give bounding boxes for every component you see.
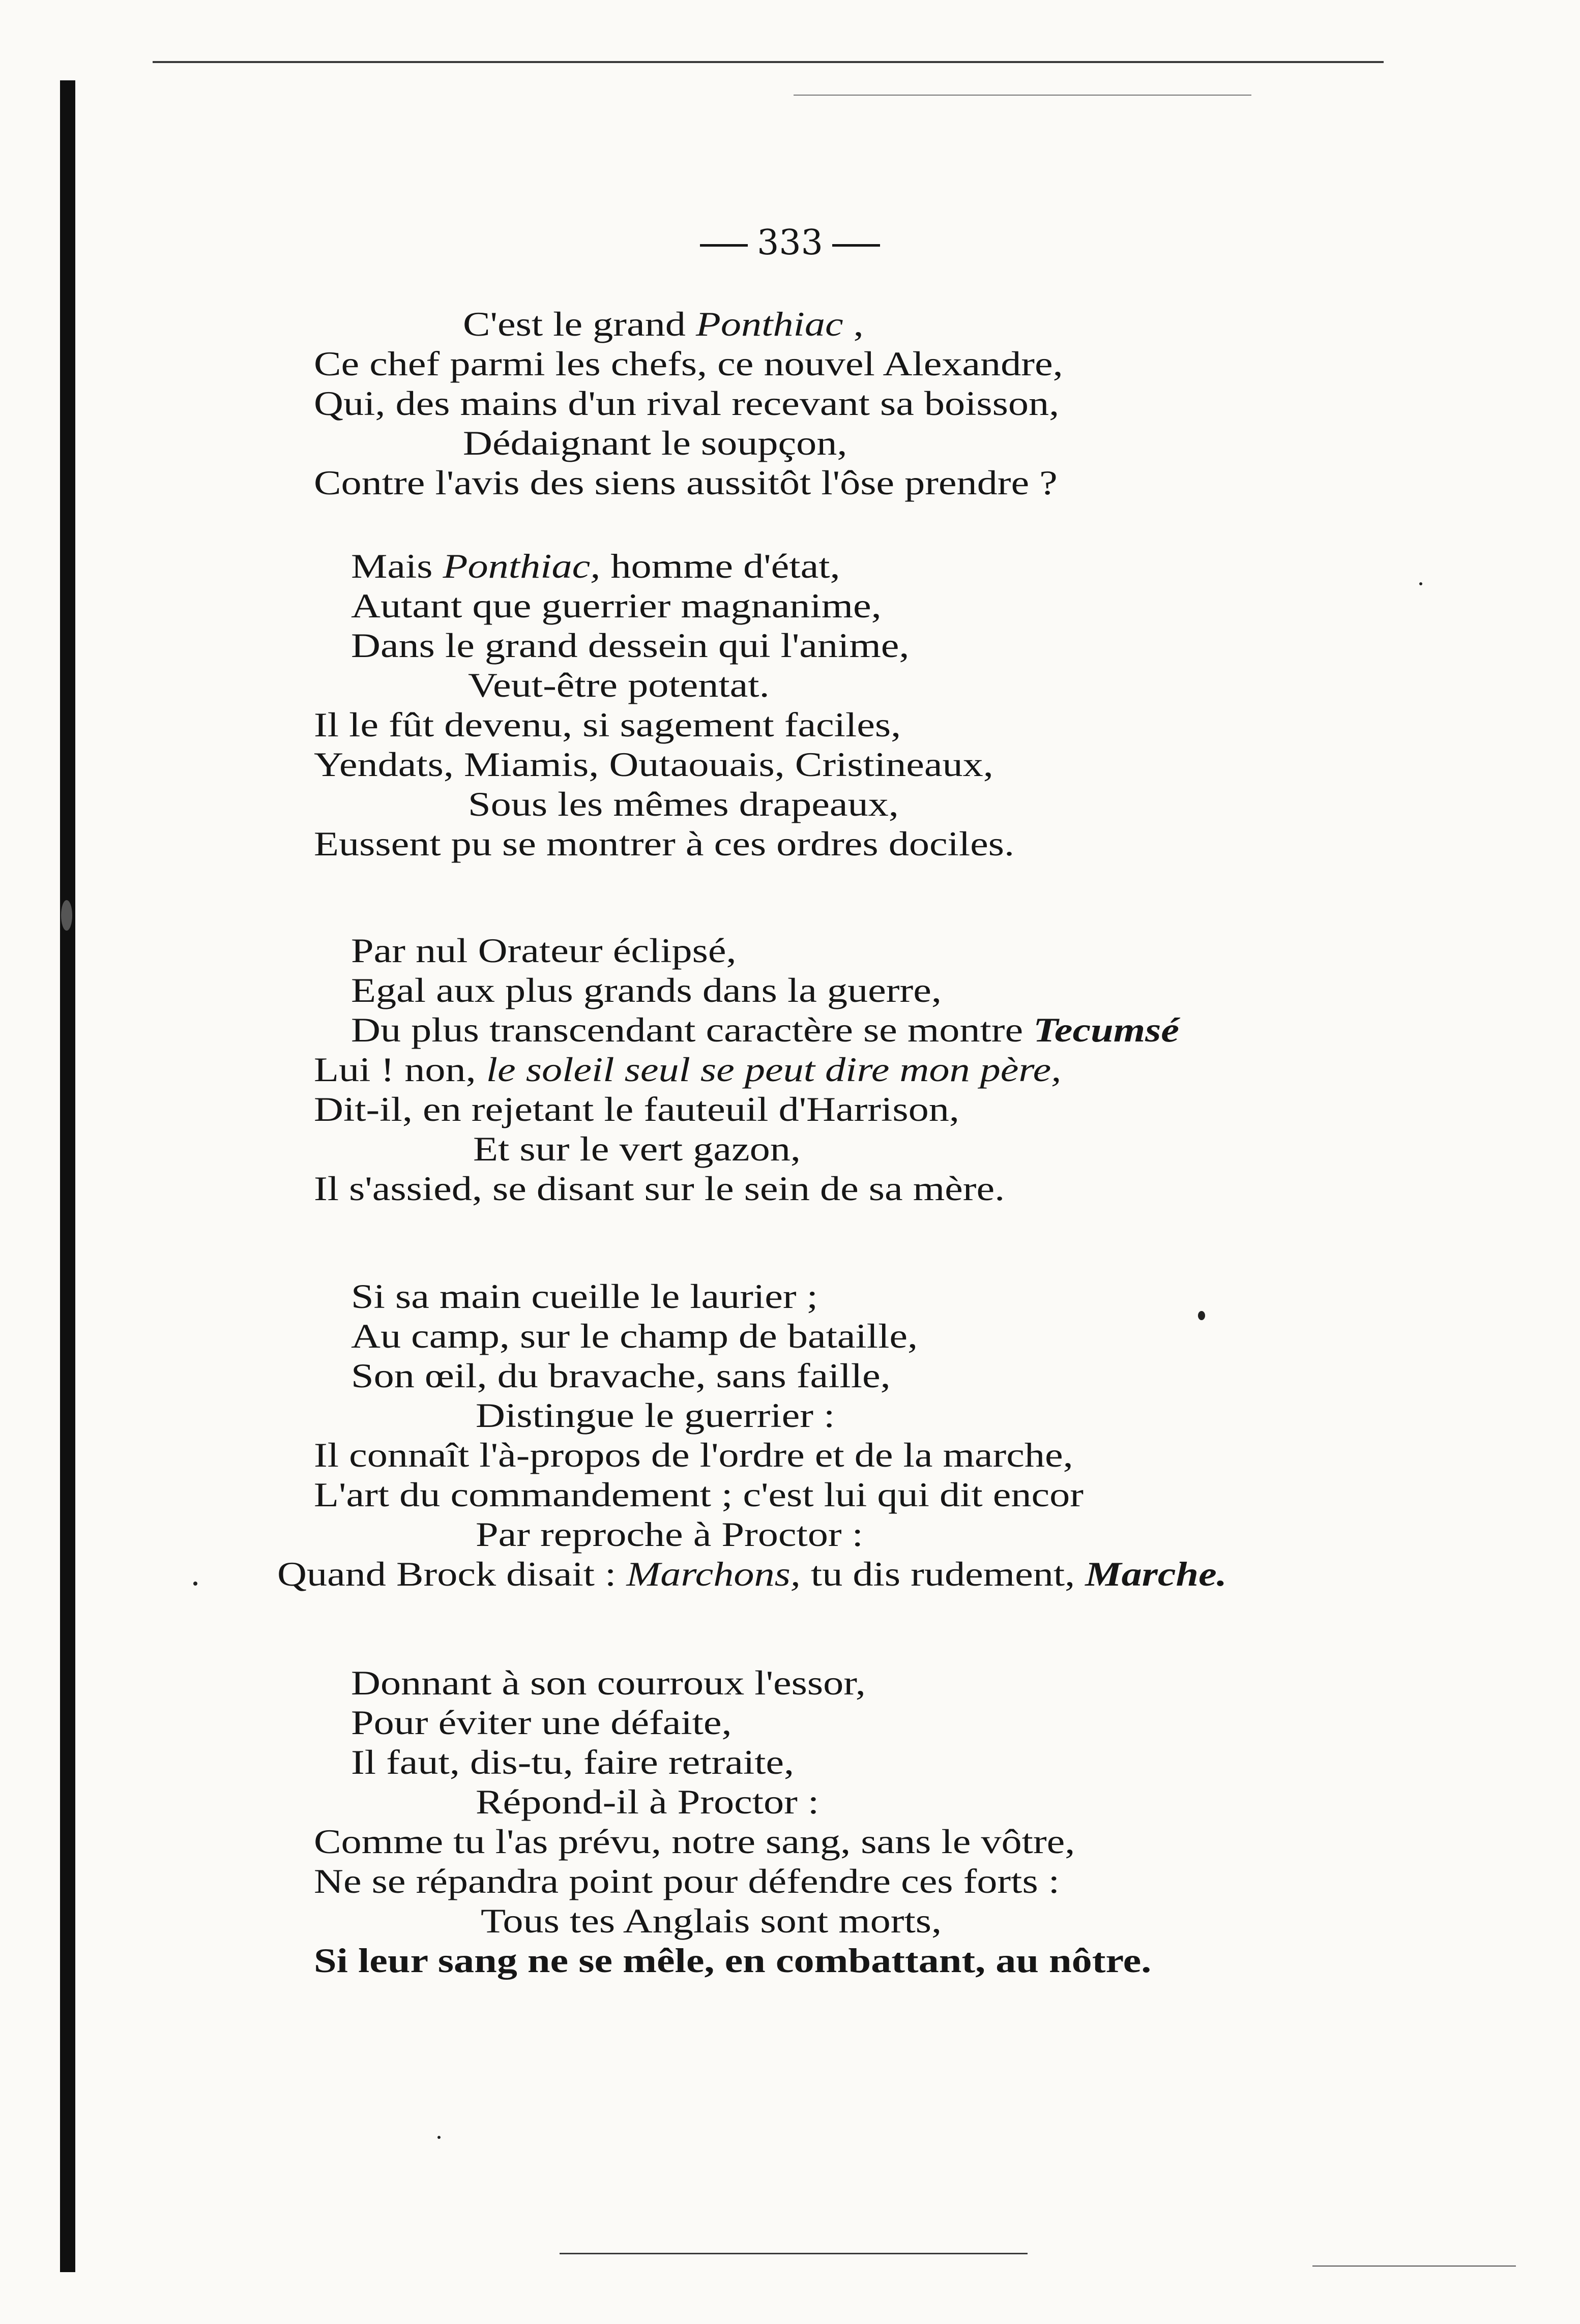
verse-line xyxy=(351,1742,794,1782)
verse-line xyxy=(476,1395,835,1435)
verse-line xyxy=(314,1475,1084,1514)
verse-italic-quote: le soleil seul se peut dire mon père, xyxy=(486,1050,1062,1089)
verse-italic-name: Tecumsé xyxy=(1033,1010,1179,1049)
verse-italic-name: Ponthiac, xyxy=(443,547,601,585)
verse-text: Et sur le vert gazon, xyxy=(473,1129,801,1168)
verse-text: Il le fût devenu, si sagement faciles, xyxy=(314,705,901,744)
verse-line xyxy=(351,970,942,1010)
verse-line xyxy=(314,383,1059,423)
verse-text: Donnant à son courroux l'essor, xyxy=(351,1663,866,1702)
bottom-scan-rule-secondary xyxy=(1312,2266,1516,2267)
verse-text: Ne se répandra point pour défendre ces forts : xyxy=(314,1862,1060,1900)
verse-line xyxy=(314,705,901,744)
verse-text: Distingue le guerrier : xyxy=(476,1396,835,1435)
verse-text: Pour éviter une défaite, xyxy=(351,1703,732,1742)
verse-line xyxy=(476,1514,863,1554)
page-number xyxy=(0,223,1580,263)
verse-text: Dédaignant le soupçon, xyxy=(463,424,847,462)
verse-text: Par nul Orateur éclipsé, xyxy=(351,931,737,970)
verse-text: Il connaît l'à-propos de l'ordre et de la marche, xyxy=(314,1436,1073,1474)
verse-line xyxy=(277,1554,1227,1594)
verse-line xyxy=(468,665,770,705)
verse-line xyxy=(351,546,840,586)
verse-text: Veut-être potentat. xyxy=(468,666,770,704)
verse-line xyxy=(314,744,993,784)
verse-line xyxy=(463,304,864,344)
verse-text: Son œil, du bravache, sans faille, xyxy=(351,1356,891,1395)
ink-speck xyxy=(1419,582,1422,585)
verse-line xyxy=(351,586,882,625)
top-scan-rule-secondary xyxy=(794,95,1251,96)
binding-edge xyxy=(60,80,75,2272)
verse-text: Dans le grand dessein qui l'anime, xyxy=(351,626,910,665)
verse-line xyxy=(351,1356,891,1395)
ink-speck xyxy=(61,900,72,931)
verse-text: Sous les mêmes drapeaux, xyxy=(468,785,899,823)
verse-text: Il s'assied, se disant sur le sein de sa mère. xyxy=(314,1169,1005,1208)
verse-line xyxy=(314,1941,1151,1980)
verse-text: , xyxy=(843,305,864,343)
verse-text: Qui, des mains d'un rival recevant sa boisson, xyxy=(314,384,1060,423)
verse-line xyxy=(314,824,1014,863)
verse-text: Mais xyxy=(351,547,443,585)
verse-line xyxy=(314,1435,1073,1475)
verse-italic-name: Ponthiac xyxy=(695,305,843,343)
ink-speck xyxy=(437,2136,441,2139)
page-number-dash-right xyxy=(832,244,880,247)
verse-line xyxy=(314,344,1063,383)
verse-text: L'art du commandement ; c'est lui qui dit encor xyxy=(314,1475,1084,1514)
verse-line xyxy=(314,1169,1005,1208)
verse-text: Lui ! non, xyxy=(314,1050,486,1089)
verse-line xyxy=(351,1010,1179,1050)
verse-text: Tous tes Anglais sont morts, xyxy=(481,1901,942,1940)
ink-speck xyxy=(1198,1311,1205,1320)
verse-line xyxy=(473,1129,801,1169)
verse-line xyxy=(314,1089,959,1129)
verse-line xyxy=(314,1050,1061,1089)
verse-line xyxy=(351,1663,866,1703)
verse-text: Dit-il, en rejetant le fauteuil d'Harrison, xyxy=(314,1090,959,1128)
verse-text: Si sa main cueille le laurier ; xyxy=(351,1277,818,1316)
ink-speck xyxy=(193,1582,197,1586)
verse-line xyxy=(351,1276,818,1316)
verse-text: Eussent pu se montrer à ces ordres dociles. xyxy=(314,824,1015,863)
verse-text: C'est le grand xyxy=(463,305,696,343)
verse-line xyxy=(314,1861,1060,1901)
page-number-dash-left xyxy=(700,244,748,247)
verse-text: Au camp, sur le champ de bataille, xyxy=(351,1317,918,1355)
verse-text: Par reproche à Proctor : xyxy=(476,1515,863,1554)
verse-line xyxy=(351,625,909,665)
verse-line xyxy=(351,1703,732,1742)
verse-line xyxy=(314,463,1058,502)
top-scan-rule xyxy=(153,61,1384,63)
verse-line xyxy=(314,1822,1075,1861)
verse-text: Quand Brock disait : xyxy=(277,1555,627,1593)
verse-text: Comme tu l'as prévu, notre sang, sans le vôtre, xyxy=(314,1822,1075,1861)
verse-text: Répond-il à Proctor : xyxy=(476,1782,820,1821)
verse-line xyxy=(476,1782,819,1822)
verse-text: Ce chef parmi les chefs, ce nouvel Alexandre, xyxy=(314,344,1063,383)
verse-text: Si leur sang ne se mêle, en combattant, au nôtre. xyxy=(314,1941,1152,1980)
verse-italic-quote: Marche. xyxy=(1085,1555,1227,1593)
verse-italic-quote: Marchons, xyxy=(626,1555,801,1593)
verse-text: Il faut, dis-tu, faire retraite, xyxy=(351,1743,795,1781)
verse-text: Contre l'avis des siens aussitôt l'ôse prendre ? xyxy=(314,463,1058,502)
verse-text: Du plus transcendant caractère se montre xyxy=(351,1010,1034,1049)
verse-text: Yendats, Miamis, Outaouais, Cristineaux, xyxy=(314,745,993,784)
verse-text: Egal aux plus grands dans la guerre, xyxy=(351,971,942,1009)
verse-line xyxy=(463,423,847,463)
verse-text: tu dis rudement, xyxy=(800,1555,1086,1593)
verse-line xyxy=(468,784,899,824)
verse-line xyxy=(481,1901,942,1941)
bottom-scan-rule xyxy=(560,2253,1028,2254)
verse-text: Autant que guerrier magnanime, xyxy=(351,586,882,625)
verse-line xyxy=(351,1316,918,1356)
verse-line xyxy=(351,931,737,970)
verse-text: homme d'état, xyxy=(600,547,840,585)
page-number-value: 333 xyxy=(757,223,823,263)
